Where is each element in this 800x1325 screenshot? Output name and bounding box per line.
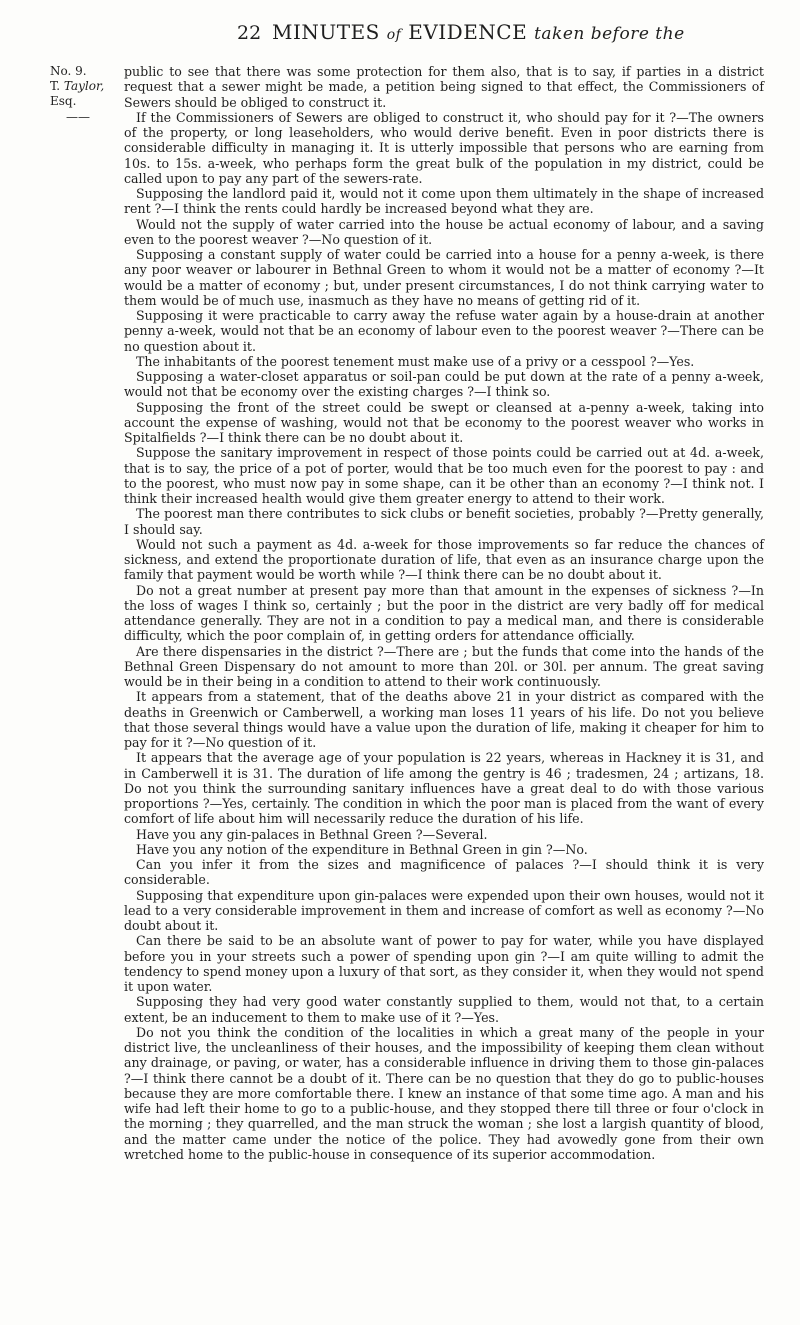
paragraph: The inhabitants of the poorest tenement must make use of a privy or a cesspool ?—Yes. [136, 353, 695, 369]
paragraph: Can you infer it from the sizes and magnificence of palaces ?—I should think it is very considerable. [124, 857, 764, 888]
paragraph: Do not a great number at present pay more than that amount in the expenses of sickness ?—In the loss of wages I think so, certainly ; but the poor in the district are very badly off for medical attendance generally. They are not in a condition to pay a medical man, and there is considerable difficulty, which the poor complain of, in getting orders for attendance officially. [124, 582, 764, 644]
paragraph: Suppose the sanitary improvement in respect of those points could be carried out at 4d. a-week, that is to say, the price of a pot of porter, would that be too much even for the poorest to pay : and to the poorest, who must now pay in some shape, can it be other than an economy ?—I think not. I think their increased health would give them greater energy to attend to their work. [124, 445, 764, 506]
witness-initial: T. [50, 79, 61, 94]
paragraph: Can there be said to be an absolute want of power to pay for water, while you have displayed before you in your streets such a power of spending upon gin ?—I am quite willing to admit the tendency to spend money upon a luxury of that sort, as they consider it, when they would not spend it upon water. [124, 933, 764, 994]
paragraph: Do not you think the condition of the localities in which a great many of the people in your district live, the uncleanliness of their houses, and the impossibility of keeping them clean without any drainage, or paving, or water, has a considerable influence in driving them to those gin-palaces ?—I think there cannot be a doubt of it. There can be no question that they do go to public-houses because they are more comfortable there. I knew an instance of that some time ago. A man and his wife had left their home to go to a public-house, and they stopped there till three or four o'clock in the morning ; they quarrelled, and the man struck the woman ; she lost a largish quantity of blood, and the matter came under the notice of the police. They had avowedly gone from their own wretched home to the public-house in consequence of its superior accommodation. [124, 1024, 764, 1162]
paragraph: Supposing that expenditure upon gin-palaces were expended upon their own houses, would not it lead to a very considerable improvement in them and increase of comfort as well as economy ?—No doubt about it. [124, 887, 764, 933]
paragraph: It appears from a statement, that of the deaths above 21 in your district as compared with the deaths in Greenwich or Camberwell, a working man loses 11 years of his life. Do not you believe that those several things would have a value upon the duration of life, making it cheaper for him to pay for it ?—No question of it. [124, 689, 764, 750]
title-part2: EVIDENCE [401, 20, 535, 44]
witness-name: Taylor, [63, 79, 105, 94]
title-italic: taken before the [534, 24, 685, 44]
running-title [272, 20, 685, 44]
paragraph: Would not the supply of water carried into the house be actual economy of labour, and a saving even to the poorest weaver ?—No question of it. [124, 216, 764, 247]
paragraph: Are there dispensaries in the district ?—There are ; but the funds that come into the hands of the Bethnal Green Dispensary do not amount to more than 20l. or 30l. per annum. The great saving would be in their being in a condition to attend to their work continuously. [124, 643, 764, 689]
paragraph: public to see that there was some protection for them also, that is to say, if parties in a district request that a sewer might be made, a petition being signed to that effect, the Commissioners of Sewers should be obliged to construct it. [124, 64, 764, 110]
paragraph: Supposing the landlord paid it, would not it come upon them ultimately in the shape of increased rent ?—I think the rents could hardly be increased beyond what they are. [124, 186, 764, 217]
title-of: of [386, 27, 402, 43]
witness-suffix: Esq. [50, 94, 77, 109]
witness-label [50, 79, 112, 109]
body-text [124, 64, 764, 1162]
paragraph: It appears that the average age of your population is 22 years, whereas in Hackney it is 31, and in Camberwell it is 31. The duration of life among the gentry is 46 ; tradesmen, 24 ; artizans, 18. Do not you think the surrounding sanitary influences have a great deal to do with those various proportions ?—Yes, certainly. The condition in which the poor man is placed from the want of every comfort of life about him will necessarily reduce the duration of his life. [124, 750, 764, 827]
paragraph: Supposing the front of the street could be swept or cleansed at a-penny a-week, taking into account the expense of washing, would not that be economy to the poorest weaver who works in Spitalfields ?—I think there can be no doubt about it. [124, 399, 764, 445]
evidence-number: No. 9. [50, 64, 87, 78]
running-head [0, 18, 800, 48]
paragraph: Supposing a water-closet apparatus or soil-pan could be put down at the rate of a penny a-week, would not that be economy over the existing charges ?—I think so. [124, 369, 764, 400]
paragraph: Have you any gin-palaces in Bethnal Green ?—Several. [136, 826, 488, 842]
paragraph: Supposing they had very good water constantly supplied to them, would not that, to a certain extent, be an inducement to them to make use of it ?—Yes. [124, 994, 764, 1025]
paragraph: Supposing it were practicable to carry away the refuse water again by a house-drain at another penny a-week, would not that be an economy of labour even to the poorest weaver ?—There can be no question about it. [124, 308, 764, 354]
paragraph: Have you any notion of the expenditure in Bethnal Green in gin ?—No. [136, 841, 588, 857]
margin-notes [50, 64, 112, 125]
page-number: 22 [237, 22, 262, 44]
paragraph: If the Commissioners of Sewers are obliged to construct it, who should pay for it ?—The owners of the property, or long leaseholders, who would derive benefit. Even in poor districts there is considerable difficulty in managing it. It is utterly impossible that persons who are earning from 10s. to 15s. a-week, who perhaps form the great bulk of the population in my district, could be called upon to pay any part of the sewers-rate. [124, 109, 764, 186]
margin-dash: —— [66, 109, 90, 124]
paragraph: The poorest man there contributes to sick clubs or benefit societies, probably ?—Pretty generally, I should say. [124, 506, 764, 537]
title-part1: MINUTES [272, 20, 387, 44]
paragraph: Would not such a payment as 4d. a-week for those improvements so far reduce the chances of sickness, and extend the proportionate duration of life, that even as an insurance charge upon the family that payment would be worth while ?—I think there can be no doubt about it. [124, 536, 764, 583]
paragraph: Supposing a constant supply of water could be carried into a house for a penny a-week, is there any poor weaver or labourer in Bethnal Green to whom it would not be a matter of economy ?—It would be a matter of economy ; but, under present circumstances, I do not think carrying water to them would be of much use, inasmuch as they have no means of getting rid of it. [124, 247, 764, 308]
